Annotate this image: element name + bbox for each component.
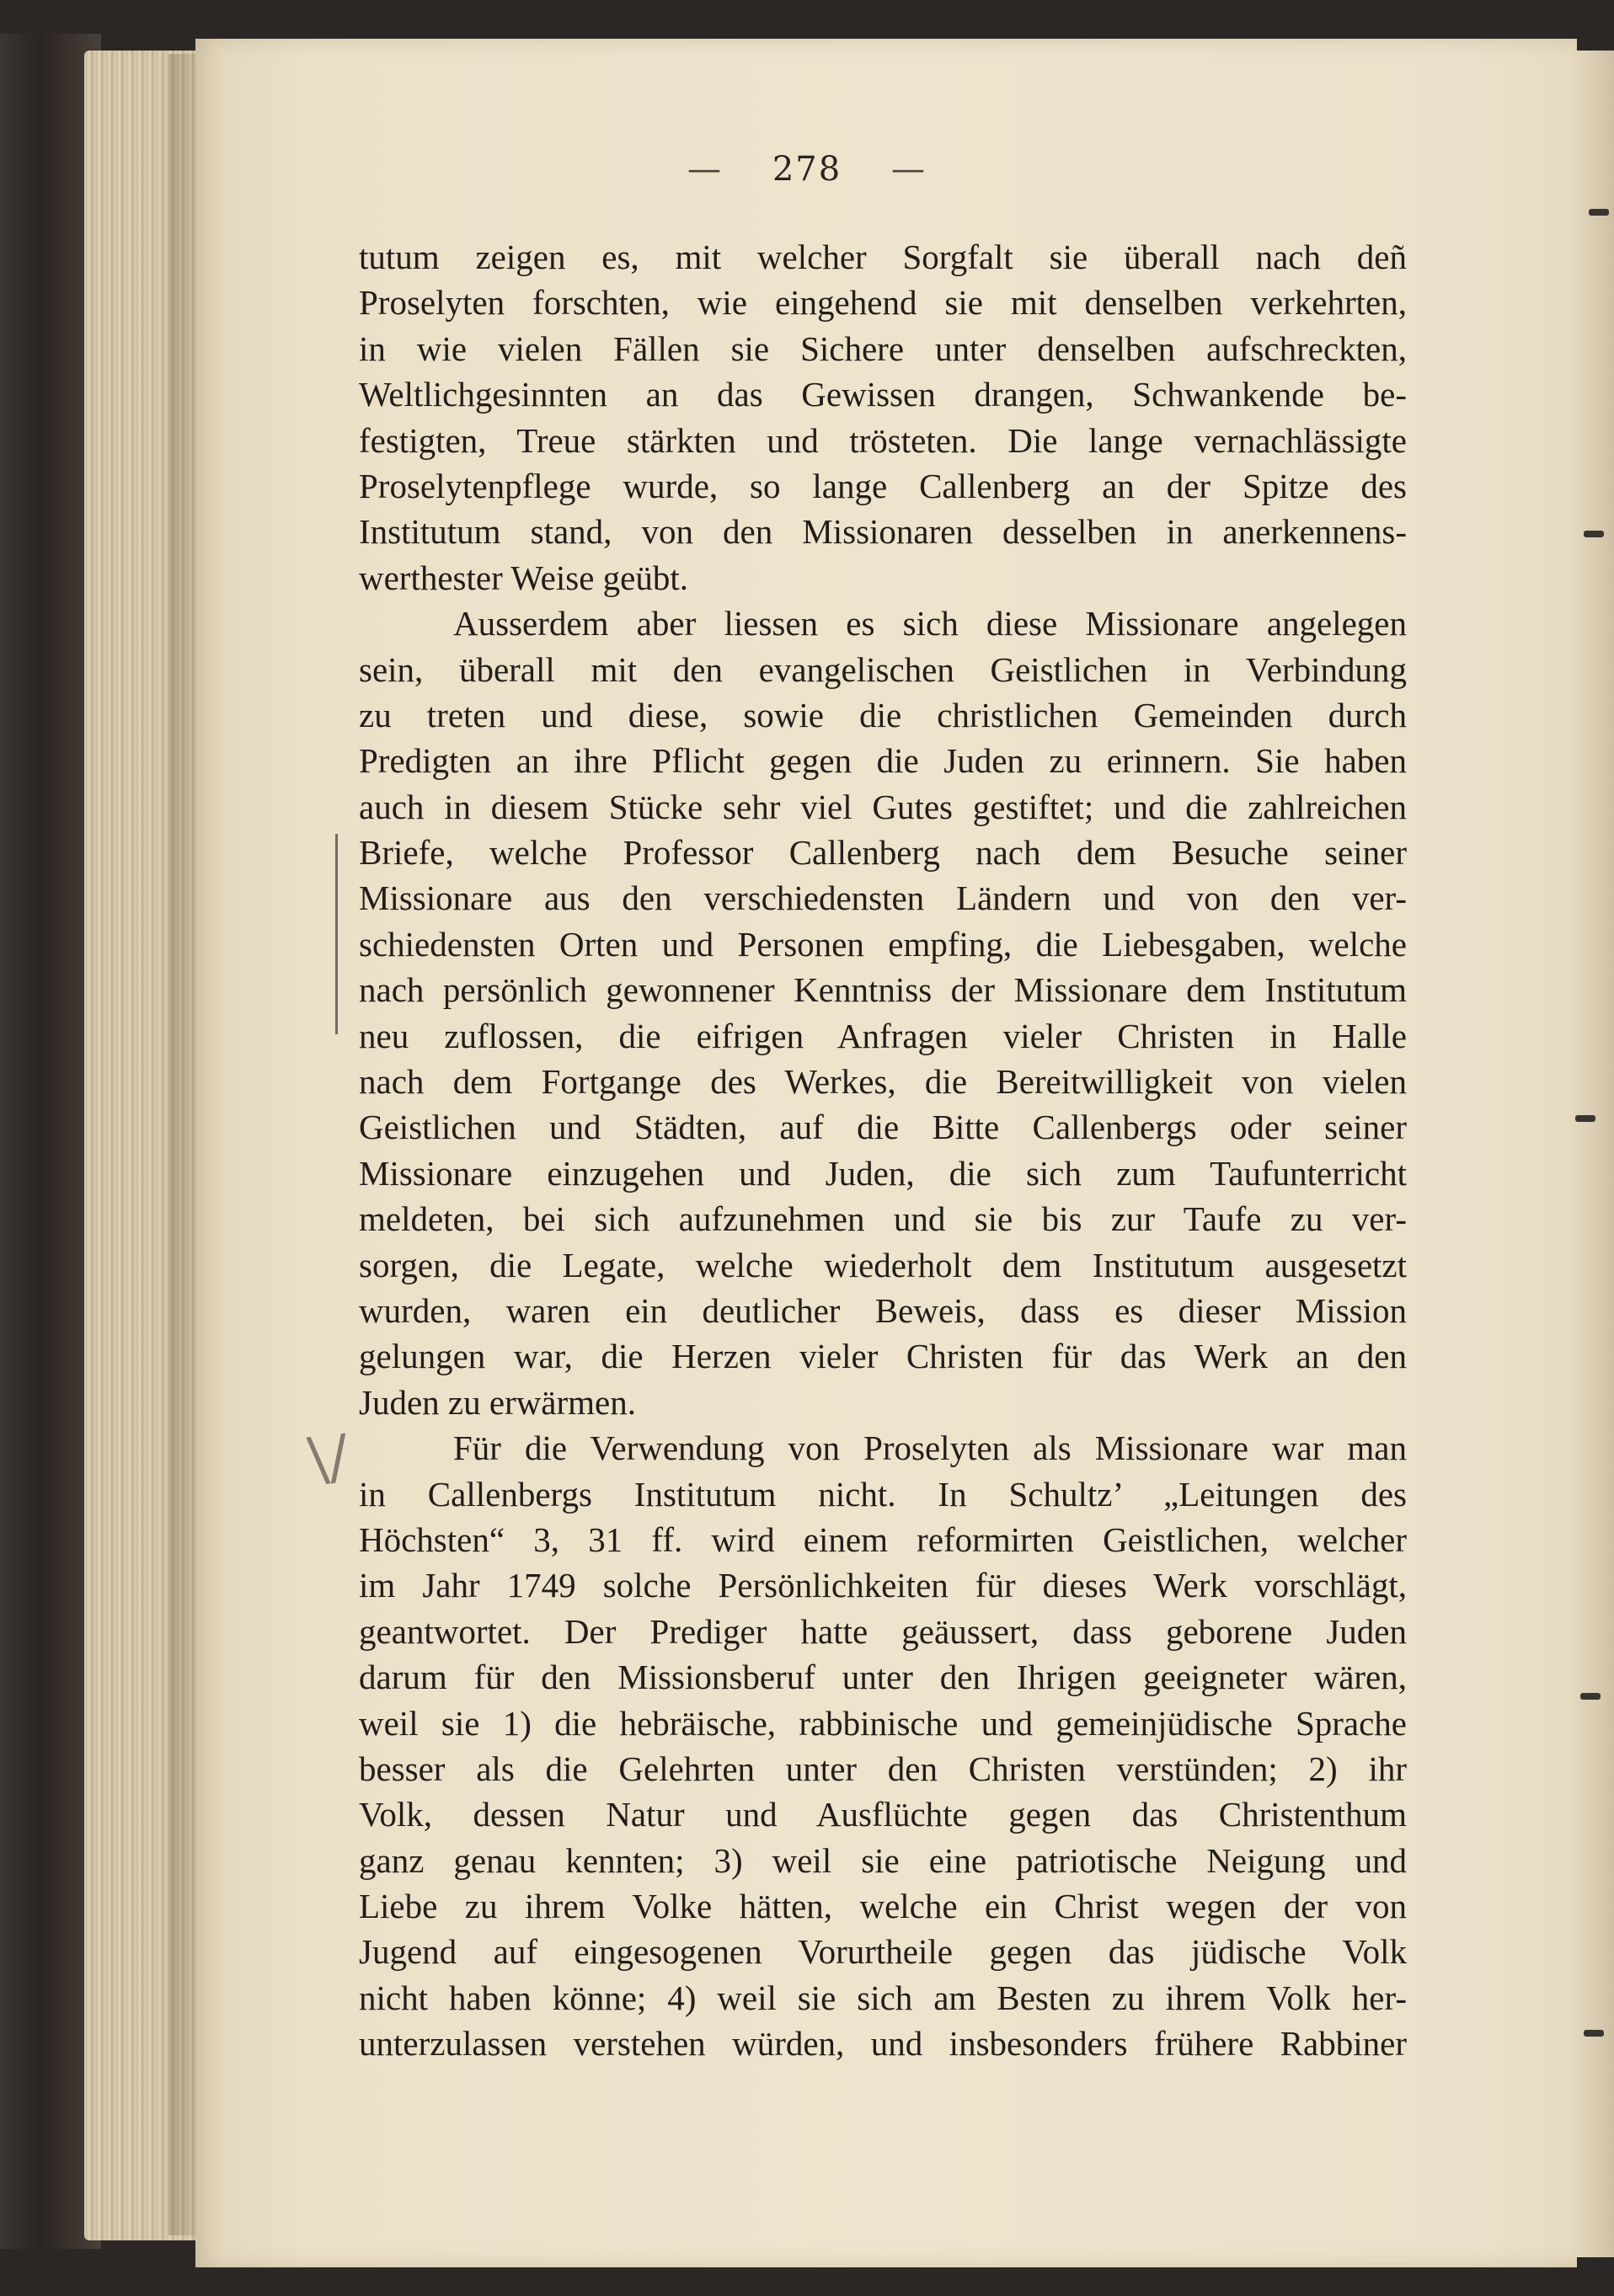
header-dash-left: — bbox=[687, 150, 723, 189]
page-body bbox=[359, 234, 1407, 2067]
text-line: besser als die Gelehrten unter den Christen verstünden; 2) ihr bbox=[359, 1749, 1407, 1788]
text-line: nach persönlich gewonnener Kenntniss der Missionare dem Institutum bbox=[359, 970, 1407, 1010]
text-line: Weltlichgesinnten an das Gewissen drangen, Schwankende be- bbox=[359, 375, 1407, 414]
text-line: Institutum stand, von den Missionaren desselben in anerkennens- bbox=[359, 512, 1407, 552]
text-line: in Callenbergs Institutum nicht. In Schultz’ „Leitungen des bbox=[359, 1474, 1407, 1514]
text-line: Missionare aus den verschiedensten Ländern und von den ver- bbox=[359, 878, 1407, 918]
text-line: werthester Weise geübt. bbox=[359, 558, 689, 597]
text-line: Volk, dessen Natur und Ausflüchte gegen das Christenthum bbox=[359, 1795, 1407, 1834]
paragraph bbox=[359, 1425, 1407, 2066]
text-line: Jugend auf eingesogenen Vorurtheile gegen das jüdische Volk bbox=[359, 1932, 1407, 1972]
margin-pencil-mark: \/ bbox=[304, 1421, 352, 1495]
text-line: unterzulassen verstehen würden, und insbesonders frühere Rabbiner bbox=[359, 2024, 1407, 2064]
text-line: nicht haben könne; 4) weil sie sich am Besten zu ihrem Volk her- bbox=[359, 1978, 1407, 2017]
text-line: zu treten und diese, sowie die christlichen Gemeinden durch bbox=[359, 695, 1407, 734]
text-line: geantwortet. Der Prediger hatte geäussert, dass geborene Juden bbox=[359, 1611, 1407, 1651]
margin-pencil-line bbox=[335, 834, 338, 1034]
text-line: schiedensten Orten und Personen empfing, die Liebesgaben, welche bbox=[359, 924, 1407, 964]
text-line: Geistlichen und Städten, auf die Bitte Callenbergs oder seiner bbox=[359, 1108, 1407, 1147]
text-line: darum für den Missionsberuf unter den Ihrigen geeigneter wären, bbox=[359, 1658, 1407, 1697]
text-line: Proselyten forschten, wie eingehend sie mit denselben verkehrten, bbox=[359, 283, 1407, 323]
right-board bbox=[1572, 51, 1614, 2257]
paragraph bbox=[359, 601, 1407, 1425]
text-line: Für die Verwendung von Proselyten als Missionare war man bbox=[453, 1428, 1407, 1468]
text-line: Juden zu erwärmen. bbox=[359, 1382, 637, 1422]
text-line: Predigten an ihre Pflicht gegen die Juden zu erinnern. Sie haben bbox=[359, 741, 1407, 781]
binding-clip bbox=[1584, 531, 1604, 537]
text-line: weil sie 1) die hebräische, rabbinische und gemeinjüdische Sprache bbox=[359, 1703, 1407, 1743]
text-line: ganz genau kennten; 3) weil sie eine patriotische Neigung und bbox=[359, 1840, 1407, 1880]
binding-clip bbox=[1575, 1115, 1595, 1122]
text-line: wurden, waren ein deutlicher Beweis, dass es dieser Mission bbox=[359, 1290, 1407, 1330]
text-line: nach dem Fortgange des Werkes, die Bereitwilligkeit von vielen bbox=[359, 1062, 1407, 1102]
text-line: Liebe zu ihrem Volke hätten, welche ein Christ wegen der von bbox=[359, 1887, 1407, 1926]
text-line: neu zuflossen, die eifrigen Anfragen vieler Christen in Halle bbox=[359, 1016, 1407, 1055]
text-line: tutum zeigen es, mit welcher Sorgfalt sie überall nach deñ bbox=[359, 238, 1407, 276]
page-number: 278 bbox=[772, 150, 842, 189]
text-line: auch in diesem Stücke sehr viel Gutes gestiftet; und die zahlreichen bbox=[359, 787, 1407, 826]
text-line: sein, überall mit den evangelischen Geistlichen in Verbindung bbox=[359, 649, 1407, 689]
text-line: im Jahr 1749 solche Persönlichkeiten für dieses Werk vorschlägt, bbox=[359, 1566, 1407, 1605]
binding-clip bbox=[1589, 209, 1609, 216]
text-line: festigten, Treue stärkten und trösteten. Die lange vernachlässigte bbox=[359, 420, 1407, 460]
text-line: Briefe, welche Professor Callenberg nach dem Besuche seiner bbox=[359, 833, 1407, 873]
text-line: Ausserdem aber liessen es sich diese Missionare angelegen bbox=[453, 604, 1407, 643]
text-line: in wie vielen Fällen sie Sichere unter denselben aufschreckten, bbox=[359, 328, 1407, 368]
text-line: sorgen, die Legate, welche wiederholt dem Institutum ausgesetzt bbox=[359, 1245, 1407, 1284]
text-line: gelungen war, die Herzen vieler Christen für das Werk an den bbox=[359, 1337, 1407, 1376]
paragraph bbox=[359, 234, 1407, 601]
page-header bbox=[0, 150, 1614, 189]
text-line: meldeten, bei sich aufzunehmen und sie bis zur Taufe zu ver- bbox=[359, 1199, 1407, 1239]
binding-clip bbox=[1580, 1693, 1601, 1700]
text-line: Proselytenpflege wurde, so lange Callenberg an der Spitze des bbox=[359, 466, 1407, 505]
binding-clip bbox=[1584, 2030, 1604, 2037]
text-line: Missionare einzugehen und Juden, die sich zum Taufunterricht bbox=[359, 1153, 1407, 1193]
text-line: Höchsten“ 3, 31 ff. wird einem reformirten Geistlichen, welcher bbox=[359, 1519, 1407, 1559]
header-dash-right: — bbox=[891, 150, 927, 189]
